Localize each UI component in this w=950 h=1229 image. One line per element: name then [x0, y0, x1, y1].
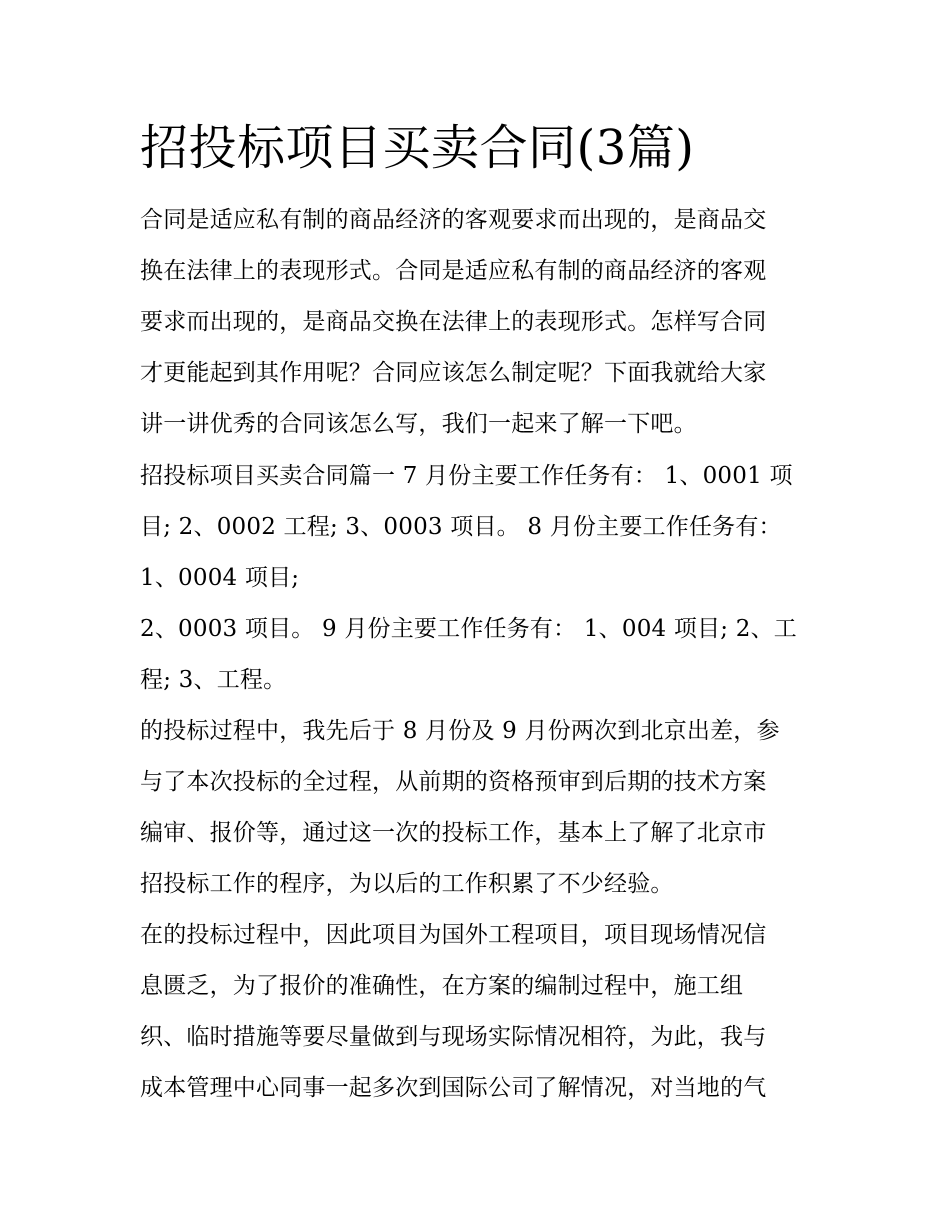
text-line: 招投标项目买卖合同篇一 7 月份主要工作任务有： 1、0001 项 — [140, 463, 793, 489]
text-line: 织、临时措施等要尽量做到与现场实际情况相符，为此，我与 — [140, 1024, 767, 1050]
text-line: 编审、报价等，通过这一次的投标工作，基本上了解了北京市 — [140, 820, 767, 846]
text-line: 与了本次投标的全过程，从前期的资格预审到后期的技术方案 — [140, 769, 767, 795]
text-line: 讲一讲优秀的合同该怎么写，我们一起来了解一下吧。 — [140, 411, 697, 437]
text-line: 换在法律上的表现形式。合同是适应私有制的商品经济的客观 — [140, 258, 767, 284]
text-line: 成本管理中心同事一起多次到国际公司了解情况，对当地的气 — [140, 1075, 767, 1101]
text-line: 息匮乏，为了报价的准确性，在方案的编制过程中，施工组 — [140, 973, 744, 999]
text-line: 招投标工作的程序，为以后的工作积累了不少经验。 — [140, 871, 674, 897]
text-line: 1、0004 项目; — [140, 565, 300, 591]
text-line: 在的投标过程中，因此项目为国外工程项目，项目现场情况信 — [140, 922, 767, 948]
text-line: 合同是适应私有制的商品经济的客观要求而出现的，是商品交 — [140, 207, 767, 233]
text-line: 才更能起到其作用呢？合同应该怎么制定呢？下面我就给大家 — [140, 360, 767, 386]
text-line: 的投标过程中，我先后于 8 月份及 9 月份两次到北京出差，参 — [140, 718, 780, 744]
text-line: 要求而出现的，是商品交换在法律上的表现形式。怎样写合同 — [140, 309, 767, 335]
text-line: 目; 2、0002 工程; 3、0003 项目。 8 月份主要工作任务有： — [140, 514, 782, 540]
text-line: 程; 3、工程。 — [140, 667, 287, 693]
text-line: 2、0003 项目。 9 月份主要工作任务有： 1、004 项目; 2、工 — [140, 616, 797, 642]
document-title: 招投标项目买卖合同(3篇) — [140, 120, 695, 176]
